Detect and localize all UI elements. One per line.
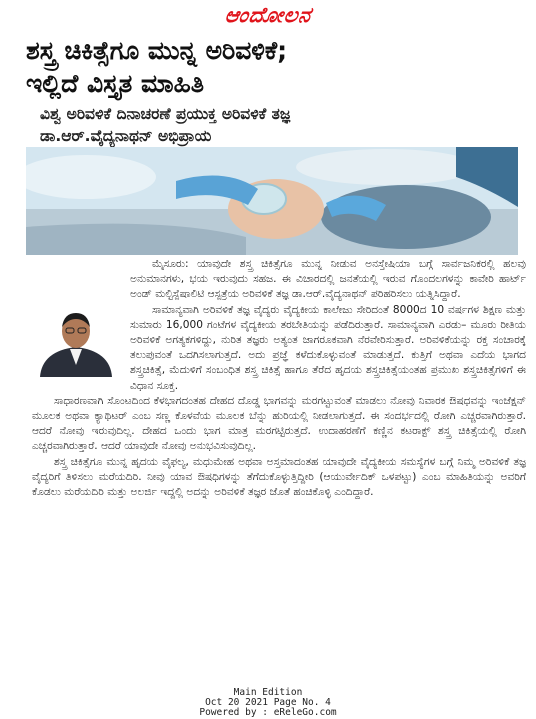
doctor-portrait bbox=[32, 307, 120, 377]
masthead bbox=[0, 0, 536, 34]
article-paragraph: ಮೈಸೂರು: ಯಾವುದೇ ಶಸ್ತ್ರ ಚಿಕಿತ್ಸೆಗೂ ಮುನ್ನ ನೀಡುವ ಅನಸ್ತೇಷಿಯಾ ಬಗ್ಗೆ ಸಾರ್ವಜನಿಕರಲ್ಲಿ ಹಲವು ಅನುಮಾನಗಳು, ಭಯ ಇರುವುದು ಸಹಜ. ಈ ವಿಚಾರದಲ್ಲಿ ಜನತೆಯಲ್ಲಿ ಇರುವ ಗೊಂದಲಗಳನ್ನು ಕಾವೇರಿ ಹಾರ್ಟ್ ಅಂಡ್ ಮಲ್ಟಿಸ್ಪೆಷಾಲಿಟಿ ಆಸ್ಪತ್ರೆಯ ಅರಿವಳಿಕೆ ತಜ್ಞ ಡಾ.ಆರ್.ವೈದ್ಯನಾಥನ್ ಪರಿಹರಿಸಲು ಯತ್ನಿಸಿದ್ದಾರೆ. bbox=[130, 258, 526, 301]
subhead-line-2: ಡಾ.ಆರ್.ವೈದ್ಯನಾಥನ್ ಅಭಿಪ್ರಾಯ bbox=[40, 127, 212, 145]
surgery-illustration bbox=[26, 147, 518, 255]
doctor-portrait-illustration bbox=[32, 307, 120, 377]
article-headline bbox=[26, 34, 526, 100]
article-paragraph: ಸಾಮಾನ್ಯವಾಗಿ ಅರಿವಳಿಕೆ ತಜ್ಞ ವೈದ್ಯರು ವೈದ್ಯಕೀಯ ಕಾಲೇಜು ಸೇರಿದಂತೆ 8000ದ 10 ವರ್ಷಗಳ ಶಿಕ್ಷಣ ಮತ್ತು ಸುಮಾರು 16,000 ಗಂಟೆಗಳ ವೈದ್ಯಕೀಯ ತರಬೇತಿಯನ್ನು ಪಡೆದಿರುತ್ತಾರೆ. ಸಾಮಾನ್ಯವಾಗಿ ಎರಡು– ಮೂರು ರೀತಿಯ ಅರಿವಳಿಕೆ ಅಗತ್ಯಕಗಳಿದ್ದು, ನುರಿತ ತಜ್ಞರು ಅತ್ಯಂತ ಜಾಗರೂಕವಾಗಿ ನೆರವೇರಿಸುತ್ತಾರೆ. ಅರಿವಳಿಕೆಯನ್ನು ರಕ್ತ ಸಂಚಾರಕ್ಕೆ ತಲುಪುವಂತೆ ಒದಗಿಸಲಾಗುತ್ತದೆ. ಅದು ಪ್ರಜ್ಞೆ ಕಳೆದುಕೊಳ್ಳುವಂತೆ ಮಾಡುತ್ತದೆ. ಕುತ್ತಿಗೆ ಅಥವಾ ಎದೆಯ ಭಾಗದ ಶಸ್ತ್ರಚಿಕಿತ್ಸೆ, ಮೆದುಳಿಗೆ ಸಂಬಂಧಿತ ಶಸ್ತ್ರ ಚಿಕಿತ್ಸೆ ಹಾಗೂ ತೆರೆದ ಹೃದಯ ಶಸ್ತ್ರಚಿಕಿತ್ಸೆಯಂತಹ ಪ್ರಮುಖ ಶಸ್ತ್ರಚಿಕಿತ್ಸೆಗಳಿಗೆ ಈ ವಿಧಾನ ಸೂಕ್ತ. bbox=[130, 303, 526, 392]
edition-label: Main Edition bbox=[233, 687, 303, 698]
powered-by-link[interactable]: Powered by : eReleGo.com bbox=[199, 707, 337, 719]
newspaper-logo: ಆಂದೋಲನ bbox=[223, 2, 313, 27]
article-body bbox=[32, 257, 526, 500]
headline-line-1: ಶಸ್ತ್ರ ಚಿಕಿತ್ಸೆಗೂ ಮುನ್ನ ಅರಿವಳಿಕೆ; bbox=[26, 36, 288, 65]
article-paragraph: ಶಸ್ತ್ರ ಚಿಕಿತ್ಸೆಗೂ ಮುನ್ನ ಹೃದಯ ವೈಫಲ್ಯ, ಮಧುಮೇಹ ಅಥವಾ ಅಸ್ತಮಾದಂತಹ ಯಾವುದೇ ವೈದ್ಯಕೀಯ ಸಮಸ್ಯೆಗಳ ಬಗ್ಗೆ ನಿಮ್ಮ ಅರಿವಳಿಕೆ ತಜ್ಞ ವೈದ್ಯರಿಗೆ ತಿಳಿಸಲು ಮರೆಯದಿರಿ. ನೀವು ಯಾವ ಔಷಧಿಗಳನ್ನು ತೆಗೆದುಕೊಳ್ಳುತ್ತಿದ್ದೀರಿ (ಆಯುರ್ವೇದಿಕ್ ಒಳಪಟ್ಟು) ಎಂಬ ಮಾಹಿತಿಯನ್ನು ಅವರಿಗೆ ಕೊಡಲು ಮರೆಯದಿರಿ ಮತ್ತು ಅಲರ್ಜಿ ಇದ್ದಲ್ಲಿ ಅದನ್ನು ಅರಿವಳಿಕೆ ತಜ್ಞರ ಜೊತೆ ಹಂಚಿಕೊಳ್ಳಿ ಎಂದಿದ್ದಾರೆ. bbox=[32, 455, 526, 499]
article-paragraph: ಸಾಧಾರಣವಾಗಿ ಸೊಂಟದಿಂದ ಕೆಳಭಾಗದಂತಹ ದೇಹದ ದೊಡ್ಡ ಭಾಗವನ್ನು ಮರಗಟ್ಟುವಂತೆ ಮಾಡಲು ನೋವು ನಿವಾರಕ ಔಷಧವನ್ನು ಇಂಜೆಕ್ಷನ್ ಮೂಲಕ ಅಥವಾ ಕ್ಯಾಥಿಟರ್ ಎಂಬ ಸಣ್ಣ ಕೊಳವೆಯ ಮೂಲಕ ಬೆನ್ನು ಹುರಿಯಲ್ಲಿ ನೀಡಲಾಗುತ್ತದೆ. ಈ ಸಂದರ್ಭದಲ್ಲಿ ರೋಗಿ ಎಚ್ಚರವಾಗಿರುತ್ತಾರೆ. ಆದರೆ ನೋವು ಇರುವುದಿಲ್ಲ. ದೇಹದ ಒಂದು ಭಾಗ ಮಾತ್ರ ಮರಗಟ್ಟಿರುತ್ತದೆ. ಉದಾಹರಣೆಗೆ ಕಣ್ಣಿನ ಕಟರಾಕ್ಟ್ ಶಸ್ತ್ರ ಚಿಕಿತ್ಸೆಯಲ್ಲಿ ರೋಗಿ ಎಚ್ಚರವಾಗಿರುತ್ತಾರೆ. ಆದರೆ ಯಾವುದೇ ನೋವು ಅನುಭವಿಸುವುದಿಲ್ಲ. bbox=[32, 394, 526, 453]
edition-date-page: Oct 20 2021 Page No. 4 bbox=[205, 697, 331, 709]
headline-line-2: ಇಲ್ಲಿದೆ ವಿಸ್ತೃತ ಮಾಹಿತಿ bbox=[26, 69, 205, 98]
edition-footer bbox=[0, 688, 536, 719]
article-subheadline bbox=[40, 103, 520, 147]
subhead-line-1: ವಿಶ್ವ ಅರಿವಳಿಕೆ ದಿನಾಚರಣೆ ಪ್ರಯುಕ್ತ ಅರಿವಳಿಕೆ ತಜ್ಞ bbox=[40, 105, 291, 123]
surgery-photo bbox=[26, 147, 518, 255]
